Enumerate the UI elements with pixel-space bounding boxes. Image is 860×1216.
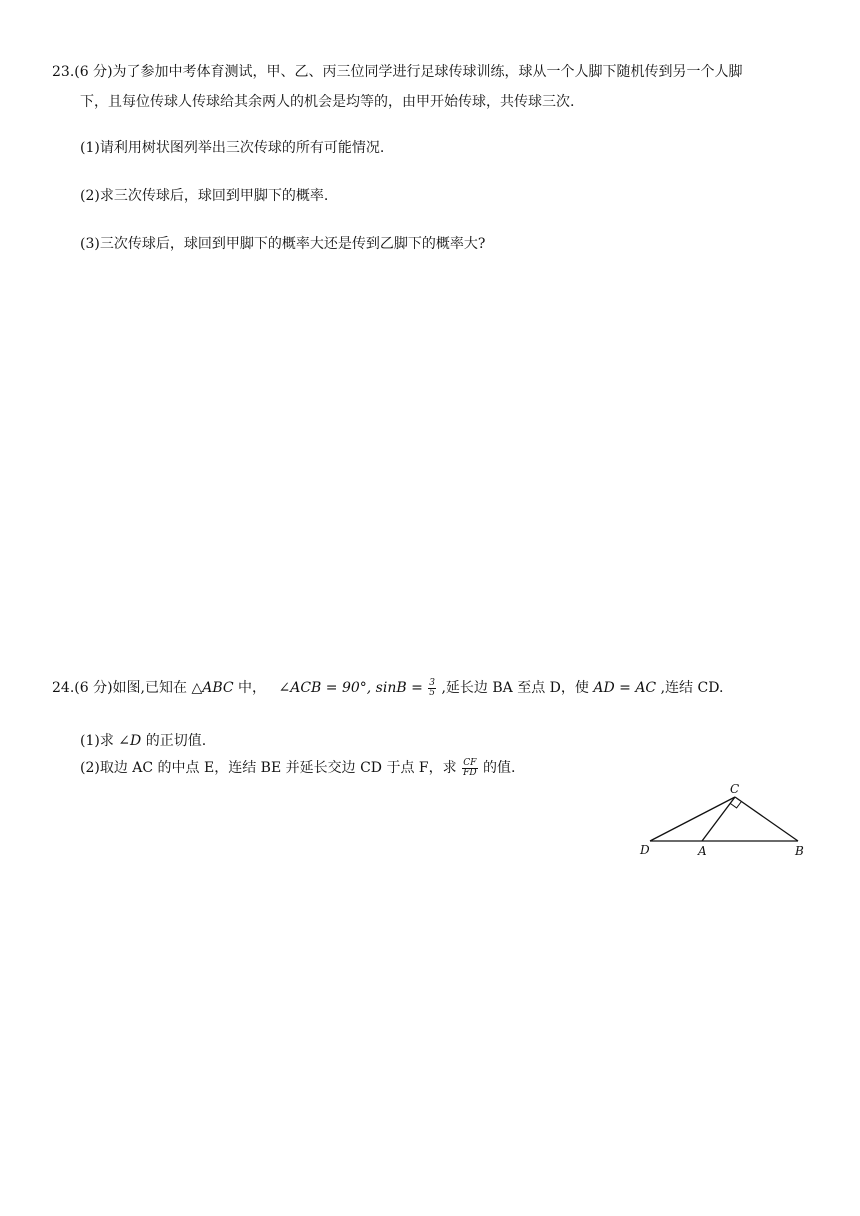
right-angle-mark <box>730 802 741 808</box>
q23-part-1: (1)请利用树状图列举出三次传球的所有可能情况. <box>80 140 385 156</box>
q24-extend: ,延长边 BA 至点 D，使 <box>441 680 594 696</box>
q23-part-2: (2)求三次传球后，球回到甲脚下的概率. <box>80 188 329 204</box>
q24-sin-denominator: 5 <box>429 687 436 698</box>
q24-part-1-prefix: (1)求 <box>80 733 119 749</box>
q24-part-2 <box>80 758 515 778</box>
segment-cb <box>735 797 798 841</box>
q23-stem-line-1: 23.(6 分)为了参加中考体育测试，甲、乙、丙三位同学进行足球传球训练，球从一个人脚下随机传到另一个人脚 <box>52 64 743 80</box>
q24-triangle: △ABC <box>191 680 234 696</box>
q24-part-2-suffix: 的值. <box>483 760 516 776</box>
segment-ac <box>702 797 735 841</box>
q24-ratio-fraction <box>462 759 477 778</box>
label-a: A <box>698 844 707 858</box>
q24-part-1-angle: ∠D <box>118 733 142 749</box>
label-d: D <box>640 843 650 857</box>
label-b: B <box>795 844 804 858</box>
triangle-figure <box>630 780 820 865</box>
q24-zhong: 中， <box>238 680 267 696</box>
q24-ratio-denominator: FD <box>463 767 477 778</box>
q24-connect: ,连结 CD. <box>660 680 724 696</box>
q24-sin-numerator: 3 <box>429 677 436 688</box>
segment-dc <box>650 797 735 841</box>
q24-ratio-numerator: CF <box>463 757 477 768</box>
q24-prefix: 24.(6 分)如图,已知在 <box>52 680 192 696</box>
q24-part-2-prefix: (2)取边 AC 的中点 E，连结 BE 并延长交边 CD 于点 F，求 <box>80 760 462 776</box>
label-c: C <box>730 782 740 796</box>
q24-ad-ac: AD = AC <box>593 680 657 696</box>
q23-part-3: (3)三次传球后，球回到甲脚下的概率大还是传到乙脚下的概率大? <box>80 236 486 252</box>
q24-part-1 <box>80 731 206 751</box>
q24-stem <box>52 678 723 698</box>
q24-angle-condition: ∠ACB = 90°, sinB = <box>278 680 428 696</box>
q24-sin-fraction <box>428 679 436 698</box>
q24-part-1-suffix: 的正切值. <box>145 733 207 749</box>
q23-stem-line-2: 下，且每位传球人传球给其余两人的机会是均等的，由甲开始传球，共传球三次. <box>80 94 575 110</box>
